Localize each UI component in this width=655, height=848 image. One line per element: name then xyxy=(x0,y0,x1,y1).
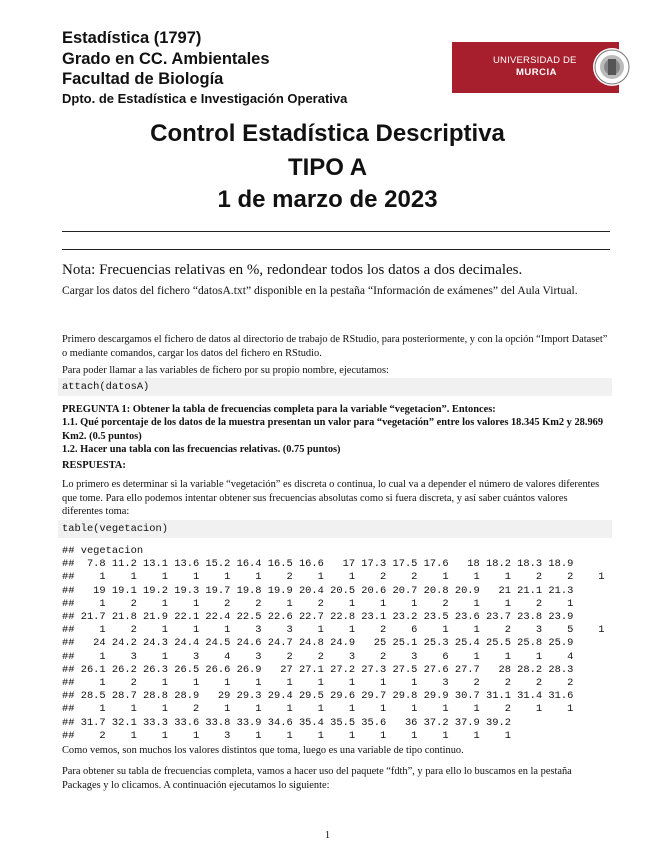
exam-title: Control Estadística Descriptiva xyxy=(150,120,505,147)
r-output-line: ## 19 19.1 19.2 19.3 19.7 19.8 19.9 20.4 20.5 20.6 20.7 20.8 20.9 21 21.1 21.3 xyxy=(62,584,574,597)
r-output-line: ## 24 24.2 24.3 24.4 24.5 24.6 24.7 24.8 24.9 25 25.1 25.3 25.4 25.5 25.8 25.9 xyxy=(62,637,574,650)
header-block xyxy=(62,28,347,109)
r-output-line: ## 1 1 1 1 1 1 2 1 1 2 2 1 1 1 2 2 1 xyxy=(62,571,605,584)
intro-paragraph: Primero descargamos el fichero de datos al directorio de trabajo de RStudio, para posteriormente, y con la opción “Import Dataset” o mediante comandos, cargar los datos del fichero en RStudio. xyxy=(62,334,608,359)
r-output-line: ## 1 2 1 1 2 2 1 2 1 1 1 2 1 1 2 1 xyxy=(62,597,574,610)
r-output-line: ## 1 3 1 3 4 3 2 2 3 2 3 6 1 1 1 4 xyxy=(62,650,574,663)
university-seal-icon xyxy=(592,47,632,87)
r-output-line: ## 7.8 11.2 13.1 13.6 15.2 16.4 16.5 16.6 17 17.3 17.5 17.6 18 18.2 18.3 18.9 xyxy=(62,558,574,571)
load-instruction: Cargar los datos del fichero “datosA.txt” disponible en la pestaña “Información de exámenes” del Aula Virtual. xyxy=(62,284,578,297)
r-output-line: ## 31.7 32.1 33.3 33.6 33.8 33.9 34.6 35.4 35.5 35.6 36 37.2 37.9 39.2 xyxy=(62,716,511,729)
r-output xyxy=(62,545,604,743)
divider xyxy=(62,249,610,250)
university-logo xyxy=(452,42,619,93)
department-title: Dpto. de Estadística e Investigación Operativa xyxy=(62,91,348,106)
answer-label: RESPUESTA: xyxy=(62,460,126,471)
logo-line2: MURCIA xyxy=(516,67,557,78)
question-1-2: 1.2. Hacer una tabla con las frecuencias relativas. (0.75 puntos) xyxy=(62,444,341,455)
r-output-line: ## 1 2 1 1 1 3 3 1 1 2 6 1 1 2 3 5 1 xyxy=(62,624,605,637)
r-output-line: ## 28.5 28.7 28.8 28.9 29 29.3 29.4 29.5 29.6 29.7 29.8 29.9 30.7 31.1 31.4 31.6 xyxy=(62,690,574,703)
r-output-line: ## 1 2 1 1 1 1 1 1 1 1 1 3 2 2 2 2 xyxy=(62,677,574,690)
r-output-line: ## 26.1 26.2 26.3 26.5 26.6 26.9 27 27.1 27.2 27.3 27.5 27.6 27.7 28 28.2 28.3 xyxy=(62,663,574,676)
question-1-1: 1.1. Qué porcentaje de los datos de la muestra presentan un valor para “vegetación” entre los valores 18.345 Km2 y 28.969 Km2. (0.5 puntos) xyxy=(62,417,604,442)
note: Nota: Frecuencias relativas en %, redondear todos los datos a dos decimales. xyxy=(62,262,523,278)
page-number: 1 xyxy=(324,830,331,841)
fdth-paragraph: Para obtener su tabla de frecuencias completa, vamos a hacer uso del paquete “fdth”, y para ello lo buscamos en la pestaña Packages y lo clicamos. A continuación ejecutamos lo siguiente: xyxy=(62,766,572,791)
code-table: table(vegetacion) xyxy=(58,520,612,538)
divider xyxy=(62,231,610,232)
call-paragraph: Para poder llamar a las variables de fichero por su propio nombre, ejecutamos: xyxy=(62,365,389,376)
exam-type: TIPO A xyxy=(287,154,368,181)
conclusion: Como vemos, son muchos los valores distintos que toma, luego es una variable de tipo continuo. xyxy=(62,745,464,756)
r-output-line: ## vegetacion xyxy=(62,545,144,557)
answer-paragraph: Lo primero es determinar si la variable “vegetación” es discreta o continua, lo cual va a depender el número de valores diferentes que tome. Para ello podemos intentar obtener sus frecuencias absolutas como si fuera discreta, y así saber cuántos valores diferentes toma: xyxy=(62,479,600,517)
r-output-line: ## 21.7 21.8 21.9 22.1 22.4 22.5 22.6 22.7 22.8 23.1 23.2 23.5 23.6 23.7 23.8 23.9 xyxy=(62,611,574,624)
question-heading: PREGUNTA 1: Obtener la tabla de frecuencias completa para la variable “vegetacion”. Entonces: xyxy=(62,404,496,415)
faculty-title: Facultad de Biología xyxy=(62,70,224,88)
course-title: Estadística (1797) xyxy=(62,29,202,47)
logo-line1: UNIVERSIDAD DE xyxy=(493,55,577,66)
exam-date: 1 de marzo de 2023 xyxy=(217,186,438,213)
code-attach: attach(datosA) xyxy=(58,378,612,396)
r-output-line: ## 1 1 1 2 1 1 1 1 1 1 1 1 1 2 1 1 xyxy=(62,703,574,716)
degree-title: Grado en CC. Ambientales xyxy=(62,50,270,68)
r-output-line: ## 2 1 1 1 3 1 1 1 1 1 1 1 1 1 xyxy=(62,729,511,742)
